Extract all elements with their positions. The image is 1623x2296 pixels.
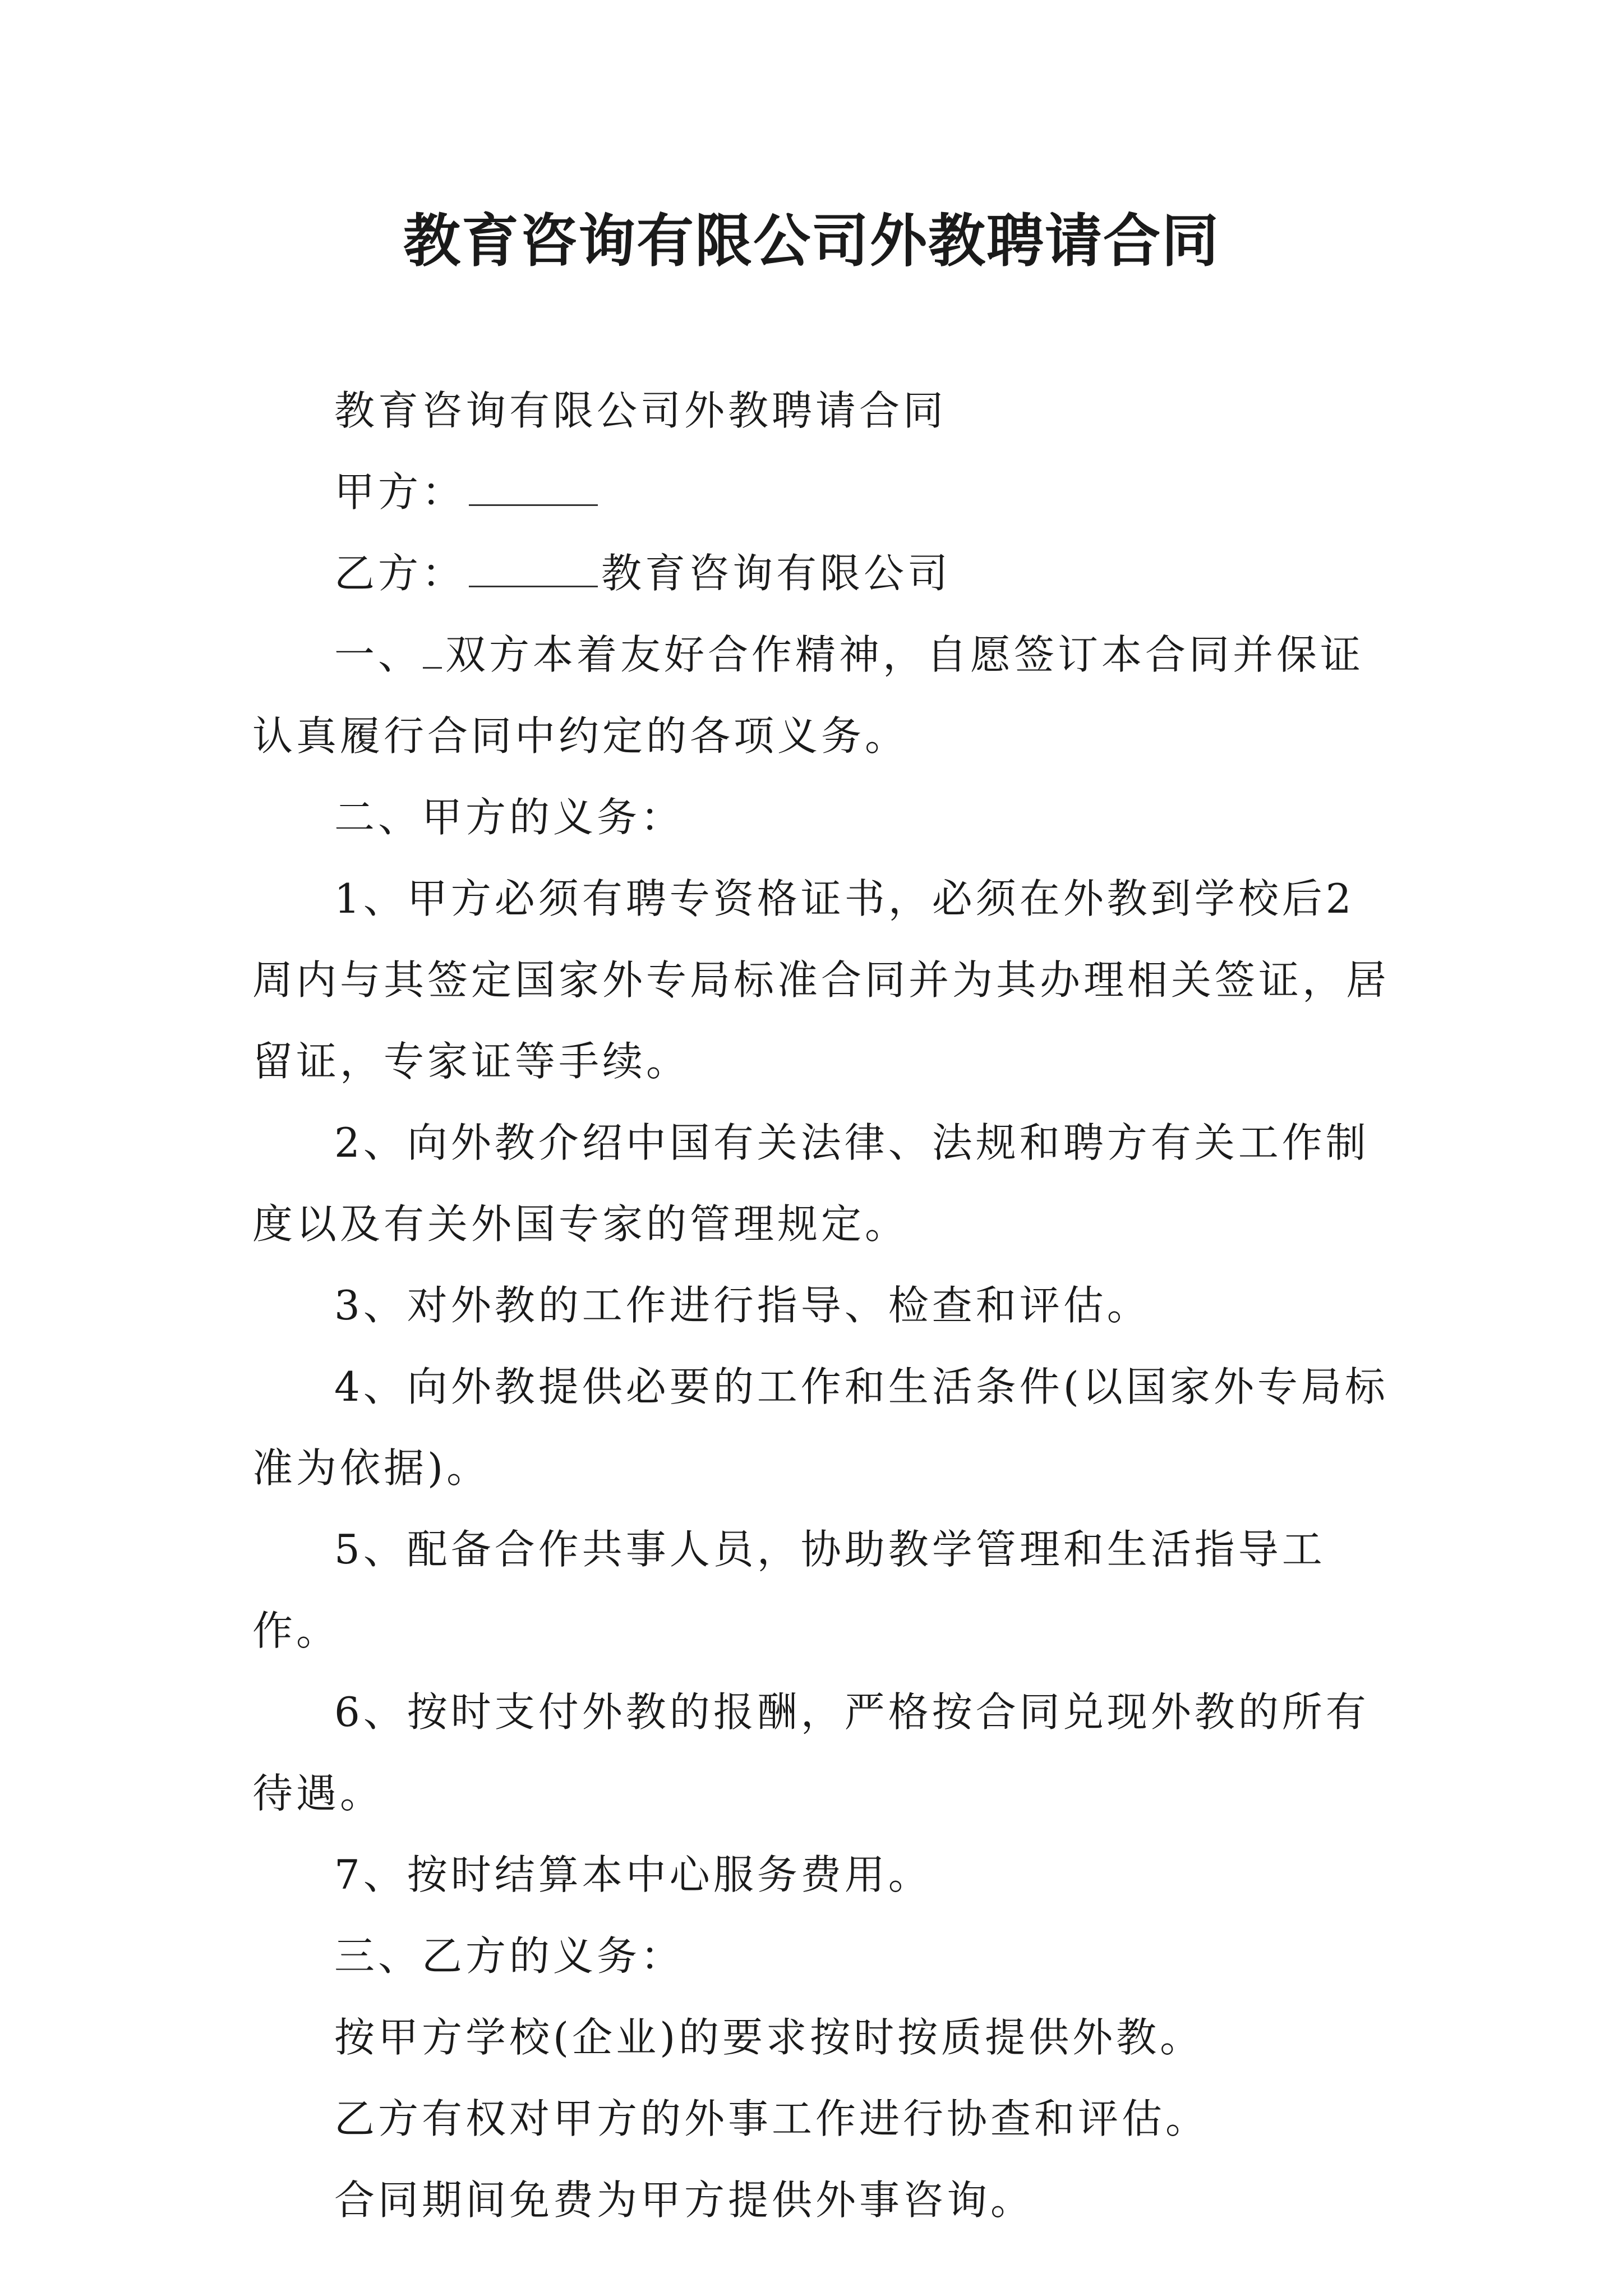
- a-duty-2: 2、向外教介绍中国有关法律、法规和聘方有关工作制度以及有关外国专家的管理规定。: [252, 1119, 1370, 1248]
- section-3-heading: 三、乙方的义务：: [334, 1932, 685, 1980]
- a-duty-1: 1、甲方必须有聘专资格证书，必须在外教到学校后2周内与其签定国家外专局标准合同并为其办理相关签证，居留证，专家证等手续。: [252, 875, 1390, 1085]
- clause-1-prefix: 一、: [334, 631, 422, 678]
- party-a-blank: [469, 466, 598, 506]
- clause-1-blank: [423, 629, 442, 669]
- b-duty-1: 按甲方学校(企业)的要求按时按质提供外教。: [334, 2014, 1204, 2061]
- a-duty-3: 3、对外教的工作进行指导、检查和评估。: [334, 1282, 1151, 1329]
- clause-1-paragraph: [252, 614, 1391, 777]
- a-duty-6: 6、按时支付外教的报酬，严格按合同兑现外教的所有待遇。: [252, 1688, 1370, 1817]
- party-a-line: [252, 452, 1391, 533]
- subtitle-paragraph: 教育咨询有限公司外教聘请合同: [334, 387, 947, 434]
- party-b-label: 乙方：: [334, 550, 466, 597]
- a-duty-7: 7、按时结算本中心服务费用。: [334, 1851, 932, 1898]
- clause-1-text: 双方本着友好合作精神，自愿签订本合同并保证认真履行合同中约定的各项义务。: [252, 631, 1364, 760]
- b-duty-2: 乙方有权对甲方的外事工作进行协查和评估。: [334, 2095, 1210, 2142]
- party-b-line: [252, 533, 1391, 614]
- b-duty-3: 合同期间免费为甲方提供外事咨询。: [334, 2177, 1035, 2224]
- a-duty-4: 4、向外教提供必要的工作和生活条件(以国家外专局标准为依据)。: [252, 1363, 1389, 1492]
- a-duty-5: 5、配备合作共事人员，协助教学管理和生活指导工作。: [252, 1526, 1326, 1654]
- party-b-blank: [469, 547, 598, 587]
- party-b-name: 教育咨询有限公司: [601, 550, 952, 597]
- party-a-label: 甲方：: [334, 468, 466, 516]
- document-title: 教育咨询有限公司外教聘请合同: [403, 208, 1220, 275]
- document-body: [252, 370, 1391, 2241]
- section-2-heading: 二、甲方的义务：: [334, 794, 685, 841]
